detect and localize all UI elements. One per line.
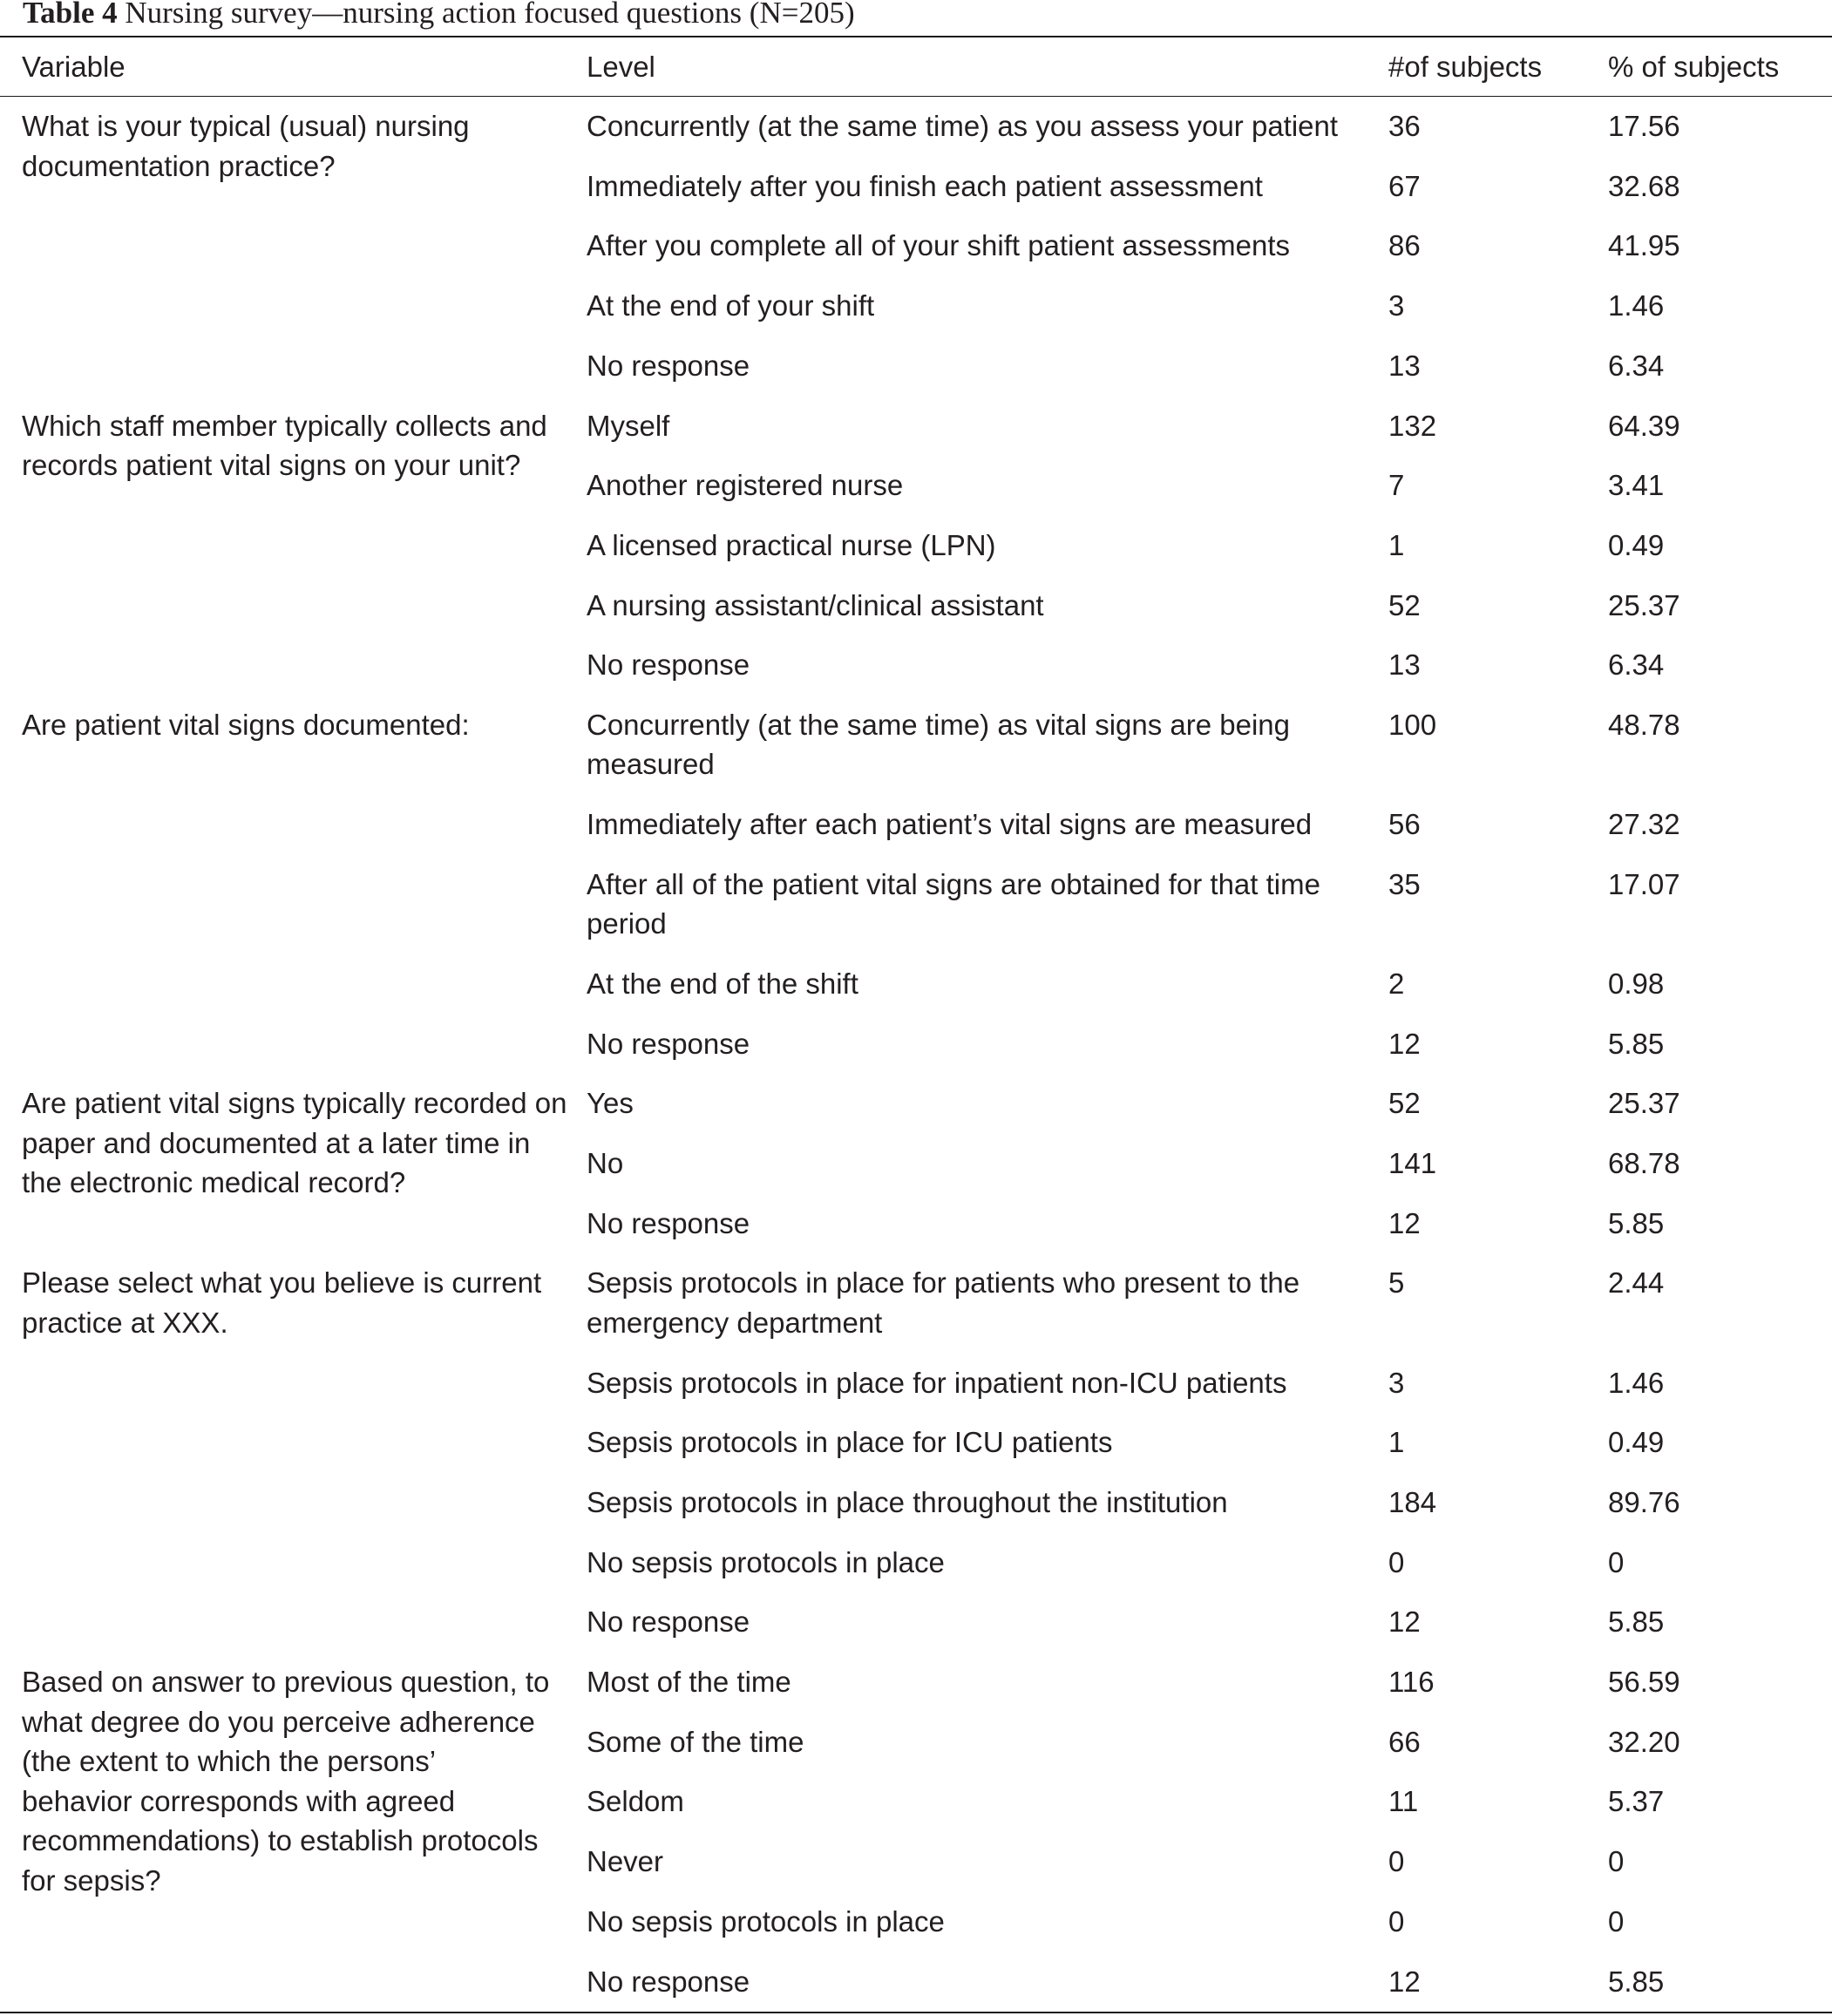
level-cell: A licensed practical nurse (LPN) [587,528,996,561]
count-cell: 141 [1388,1147,1437,1180]
level-cell: Never [587,1845,664,1878]
level-cell: After all of the patient vital signs are obtained for that time period [587,867,1320,940]
caption-label: Table 4 [23,0,118,30]
count-cell: 100 [1388,708,1437,741]
count-cell: 52 [1388,1087,1421,1120]
percent-cell: 0 [1608,1845,1625,1878]
count-cell: 0 [1388,1904,1405,1938]
percent-cell: 56.59 [1608,1666,1680,1699]
level-cell: No response [587,1206,750,1239]
level-cell: Immediately after you finish each patient assessment [587,169,1263,202]
level-cell: Concurrently (at the same time) as you assess your patient [587,110,1339,143]
percent-cell: 17.56 [1608,110,1680,143]
header-variable: Variable [0,37,587,97]
percent-cell: 5.85 [1608,1206,1665,1239]
count-cell: 1 [1388,528,1405,561]
variable-cell: Are patient vital signs documented: [22,708,470,741]
count-cell: 116 [1388,1666,1435,1699]
level-cell: No response [587,1965,750,1998]
caption-text: Nursing survey—nursing action focused questions (N=205) [125,0,855,30]
percent-cell: 32.68 [1608,169,1680,202]
level-cell: Immediately after each patient’s vital signs are measured [587,808,1313,841]
level-cell: Sepsis protocols in place for patients who present to the emergency department [587,1266,1300,1339]
level-cell: Sepsis protocols in place for inpatient non-ICU patients [587,1366,1287,1399]
level-cell: No response [587,648,750,682]
count-cell: 12 [1388,1027,1421,1060]
count-cell: 0 [1388,1845,1405,1878]
level-cell: Sepsis protocols in place throughout the institution [587,1486,1228,1519]
count-cell: 7 [1388,469,1405,502]
count-cell: 1 [1388,1426,1405,1459]
count-cell: 12 [1388,1965,1421,1998]
header-percent: % of subjects [1608,37,1832,97]
level-cell: No sepsis protocols in place [587,1545,945,1578]
count-cell: 3 [1388,1366,1405,1399]
header-level: Level [587,37,1388,97]
percent-cell: 25.37 [1608,588,1680,621]
percent-cell: 0.49 [1608,528,1665,561]
count-cell: 12 [1388,1605,1421,1639]
count-cell: 132 [1388,409,1437,442]
level-cell: Concurrently (at the same time) as vital signs are being measured [587,708,1291,781]
count-cell: 0 [1388,1545,1405,1578]
percent-cell: 6.34 [1608,349,1665,382]
level-cell: Some of the time [587,1725,804,1758]
percent-cell: 17.07 [1608,867,1680,900]
percent-cell: 25.37 [1608,1087,1680,1120]
count-cell: 66 [1388,1725,1421,1758]
count-cell: 13 [1388,349,1421,382]
percent-cell: 0 [1608,1545,1625,1578]
percent-cell: 48.78 [1608,708,1680,741]
percent-cell: 5.85 [1608,1965,1665,1998]
level-cell: After you complete all of your shift patient assessments [587,229,1291,262]
count-cell: 67 [1388,169,1421,202]
count-cell: 52 [1388,588,1421,621]
percent-cell: 3.41 [1608,469,1665,502]
percent-cell: 0.98 [1608,967,1665,1001]
variable-cell: Based on answer to previous question, to what degree do you perceive adherence (the extent to which the persons’ behavior corresponds with agreed recommendations) to establish protocols for sepsis? [22,1666,550,1897]
percent-cell: 1.46 [1608,289,1665,322]
count-cell: 11 [1388,1785,1419,1818]
level-cell: No response [587,1027,750,1060]
percent-cell: 5.37 [1608,1785,1665,1818]
percent-cell: 0.49 [1608,1426,1665,1459]
table-caption [0,0,1832,36]
count-cell: 184 [1388,1486,1437,1519]
percent-cell: 5.85 [1608,1027,1665,1060]
level-cell: No sepsis protocols in place [587,1904,945,1938]
percent-cell: 32.20 [1608,1725,1680,1758]
count-cell: 13 [1388,648,1421,682]
count-cell: 35 [1388,867,1421,900]
percent-cell: 64.39 [1608,409,1680,442]
count-cell: 12 [1388,1206,1421,1239]
level-cell: Seldom [587,1785,684,1818]
variable-cell: What is your typical (usual) nursing documentation practice? [22,110,470,182]
count-cell: 86 [1388,229,1421,262]
percent-cell: 2.44 [1608,1266,1665,1300]
level-cell: A nursing assistant/clinical assistant [587,588,1044,621]
percent-cell: 27.32 [1608,808,1680,841]
level-cell: Yes [587,1087,634,1120]
data-table [0,36,1832,2013]
level-cell: At the end of your shift [587,289,875,322]
percent-cell: 6.34 [1608,648,1665,682]
variable-cell: Which staff member typically collects and records patient vital signs on your unit? [22,409,547,482]
percent-cell: 89.76 [1608,1486,1680,1519]
level-cell: No [587,1147,624,1180]
percent-cell: 41.95 [1608,229,1680,262]
variable-cell: Are patient vital signs typically recorded on paper and documented at a later time in the electronic medical record? [22,1087,567,1199]
header-count: #of subjects [1388,37,1608,97]
count-cell: 36 [1388,110,1421,143]
level-cell: Myself [587,409,670,442]
count-cell: 2 [1388,967,1405,1001]
percent-cell: 68.78 [1608,1147,1680,1180]
percent-cell: 1.46 [1608,1366,1665,1399]
level-cell: At the end of the shift [587,967,858,1001]
count-cell: 3 [1388,289,1405,322]
count-cell: 56 [1388,808,1421,841]
level-cell: No response [587,1605,750,1639]
level-cell: Another registered nurse [587,469,904,502]
level-cell: No response [587,349,750,382]
count-cell: 5 [1388,1266,1405,1300]
variable-cell: Please select what you believe is current practice at XXX. [22,1266,542,1339]
level-cell: Sepsis protocols in place for ICU patients [587,1426,1113,1459]
percent-cell: 5.85 [1608,1605,1665,1639]
percent-cell: 0 [1608,1904,1625,1938]
level-cell: Most of the time [587,1666,791,1699]
